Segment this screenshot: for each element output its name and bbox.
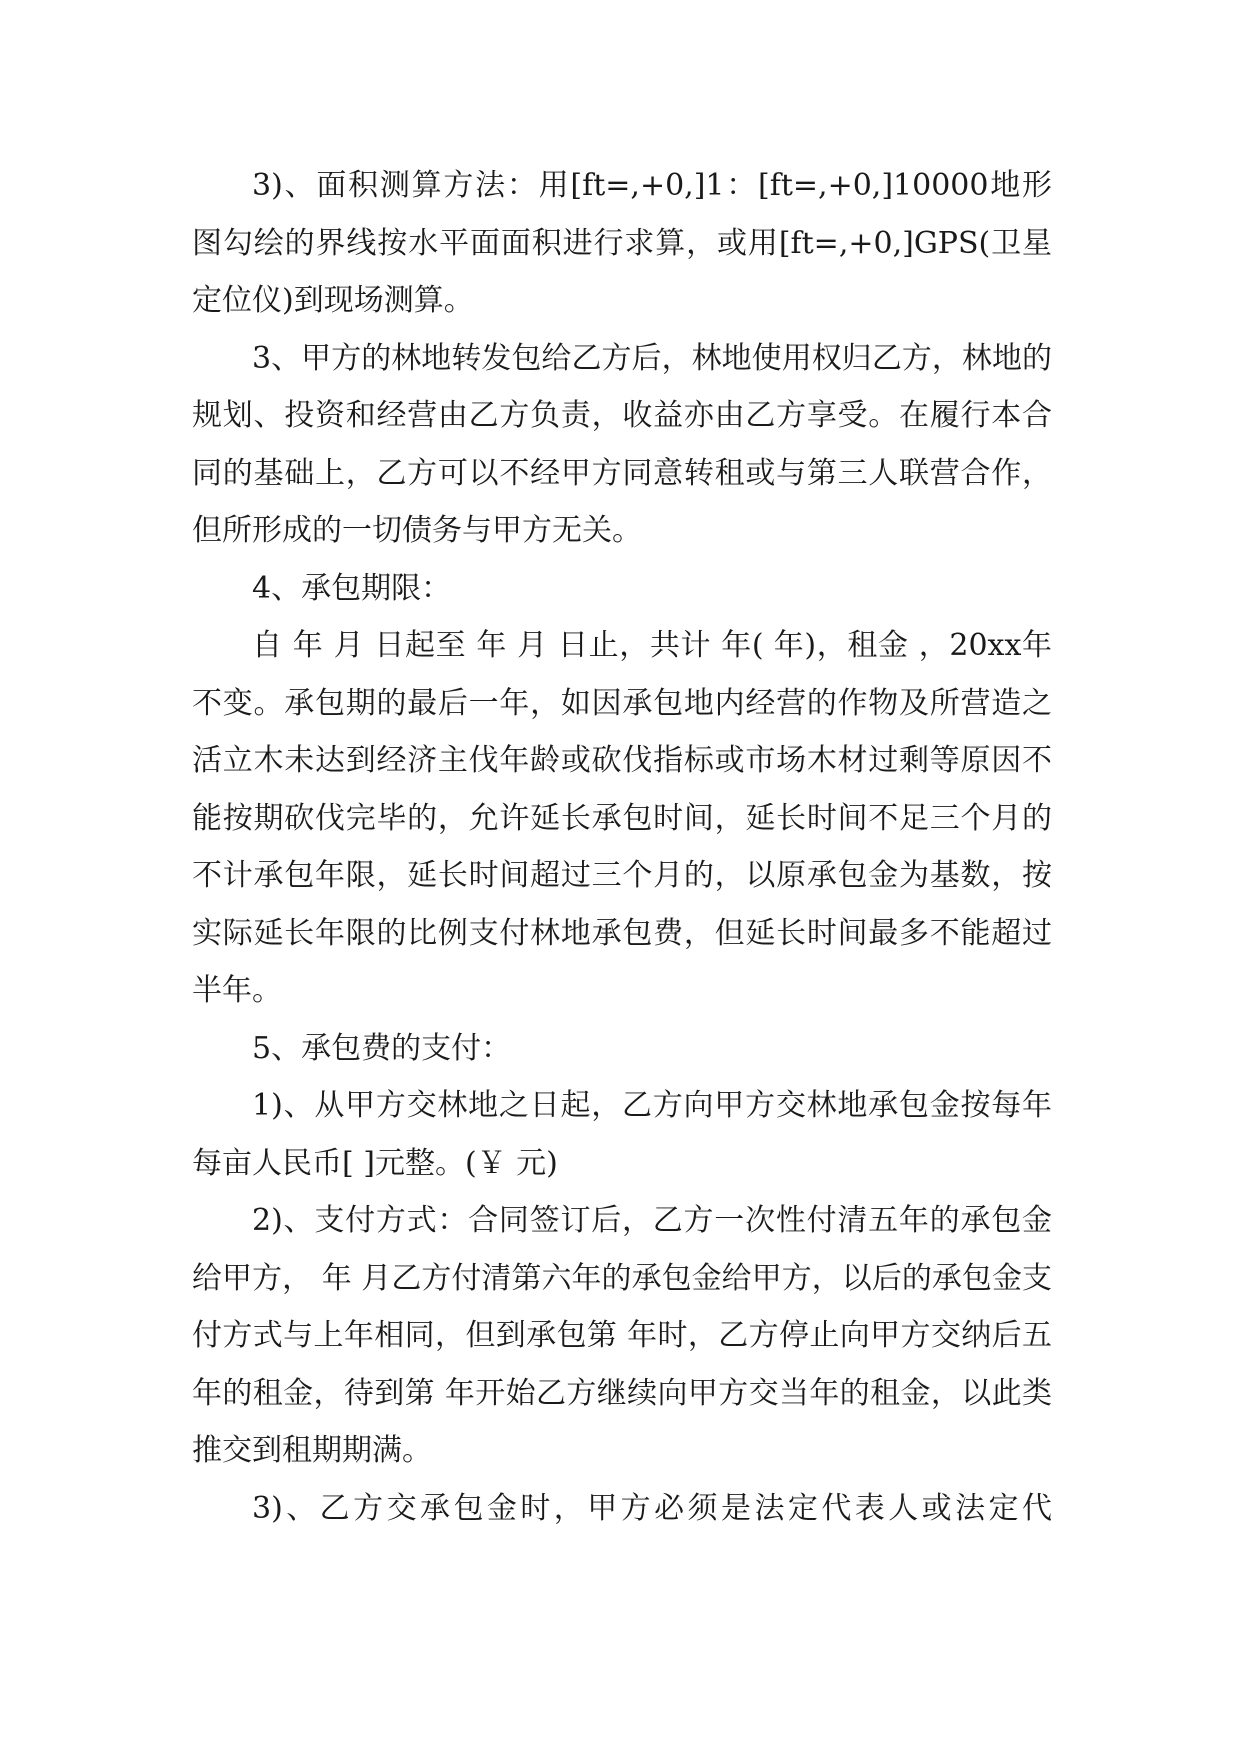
paragraph-payment-amount: 1)、从甲方交林地之日起，乙方向甲方交林地承包金按每年每亩人民币[ ]元整。(￥ 元)	[192, 1088, 1052, 1181]
paragraph-payment-recipient: 3)、乙方交承包金时，甲方必须是法定代表人或法定代	[252, 1490, 1052, 1526]
paragraph-area-measurement: 3)、面积测算方法：用[ft=,+0,]1：[ft=,+0,]10000地形图勾绘的界线按水平面面积进行求算，或用[ft=,+0,]GPS(卫星定位仪)到现场测算。	[192, 168, 1052, 318]
paragraph-clause-5-heading: 5、承包费的支付：	[252, 1030, 512, 1066]
paragraph-clause-4-heading: 4、承包期限：	[252, 570, 452, 606]
paragraph-clause-3: 3、甲方的林地转发包给乙方后，林地使用权归乙方，林地的规划、投资和经营由乙方负责，收益亦由乙方享受。在履行本合同的基础上，乙方可以不经甲方同意转租或与第三人联营合作，但所形成的一切债务与甲方无关。	[192, 340, 1052, 548]
paragraph-contract-term: 自 年 月 日起至 年 月 日止，共计 年( 年)，租金 ，20xx年不变。承包期的最后一年，如因承包地内经营的作物及所营造之活立木未达到经济主伐年龄或砍伐指标或市场木材过剩等原因不能按期砍伐完毕的，允许延长承包时间，延长时间不足三个月的不计承包年限，延长时间超过三个月的，以原承包金为基数，按实际延长年限的比例支付林地承包费，但延长时间最多不能超过半年。	[192, 628, 1052, 1008]
paragraph-payment-method: 2)、支付方式：合同签订后，乙方一次性付清五年的承包金给甲方， 年 月乙方付清第六年的承包金给甲方，以后的承包金支付方式与上年相同，但到承包第 年时，乙方停止向甲方交纳后五年的租金，待到第 年开始乙方继续向甲方交当年的租金，以此类推交到租期期满。	[192, 1203, 1052, 1468]
contract-body	[192, 157, 1052, 1537]
